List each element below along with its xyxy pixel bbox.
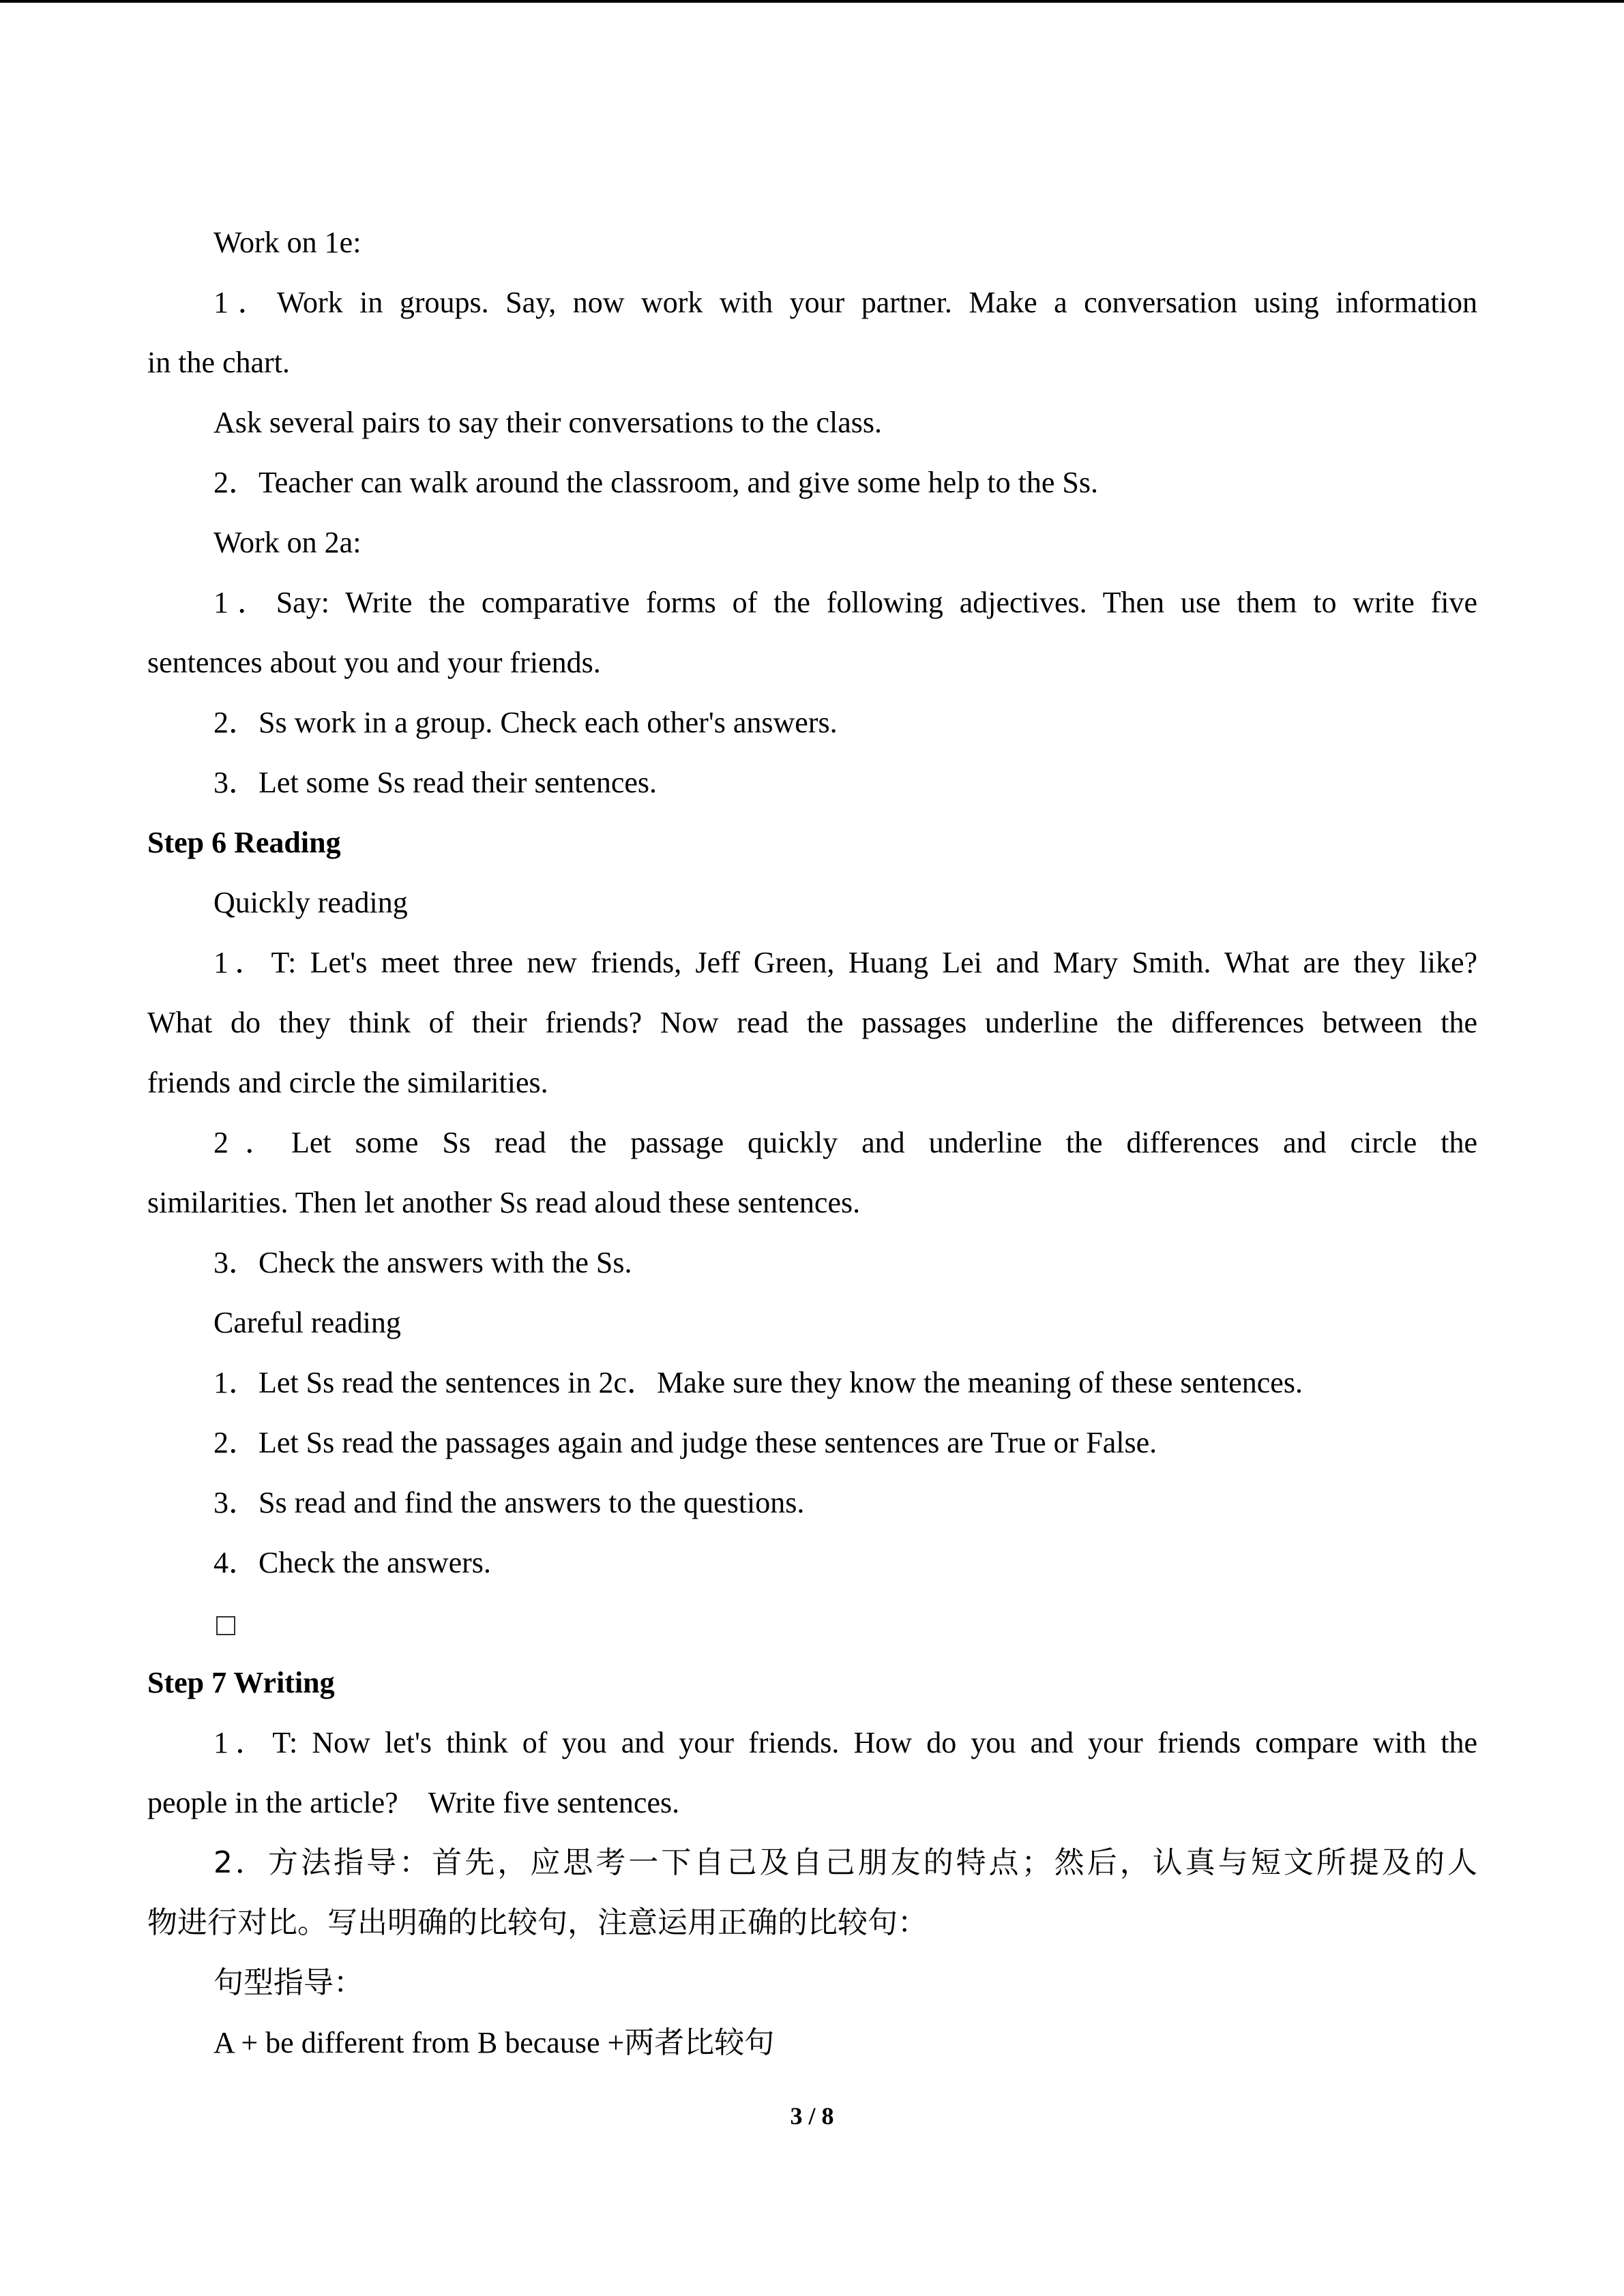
paragraph-1e-item-2: 2．Teacher can walk around the classroom, and give some help to the Ss. — [213, 466, 1098, 499]
paragraph-2a-item-2: 2．Ss work in a group. Check each other's answers. — [213, 706, 838, 739]
paragraph-work-on-2a: Work on 2a: — [213, 526, 361, 559]
paragraph-sentence-pattern: A + be different from B because +两者比较句 — [213, 2026, 775, 2059]
heading-step-6-reading: Step 6 Reading — [147, 826, 341, 859]
paragraph-2a-item-1-cont: sentences about you and your friends. — [147, 646, 601, 679]
paragraph-quick-item-1-cont2: friends and circle the similarities. — [147, 1066, 548, 1099]
paragraph-writing-item-2: 2．方法指导：首先，应思考一下自己及自己朋友的特点；然后，认真与短文所提及的人 — [213, 1845, 1477, 1880]
top-border-line — [0, 0, 1624, 3]
paragraph-careful-item-3: 3．Ss read and find the answers to the questions. — [213, 1486, 805, 1519]
page-number: 3 / 8 — [790, 2102, 834, 2130]
heading-step-7-writing: Step 7 Writing — [147, 1666, 335, 1699]
paragraph-careful-item-1: 1．Let Ss read the sentences in 2c．Make sure they know the meaning of these sentences. — [213, 1366, 1303, 1399]
paragraph-careful-reading: Careful reading — [213, 1306, 401, 1339]
paragraph-1e-pairs: Ask several pairs to say their conversations to the class. — [213, 406, 882, 439]
paragraph-careful-item-4: 4．Check the answers. — [213, 1546, 491, 1579]
paragraph-quickly-reading: Quickly reading — [213, 886, 408, 919]
paragraph-1e-item-1: 1．Work in groups. Say, now work with your partner. Make a conversation using information — [213, 286, 1477, 319]
paragraph-1e-item-1-cont: in the chart. — [147, 346, 290, 379]
paragraph-2a-item-1: 1．Say: Write the comparative forms of the following adjectives. Then use them to write five — [213, 586, 1477, 619]
checkbox-line — [147, 1593, 1477, 1653]
paragraph-quick-item-2-cont: similarities. Then let another Ss read aloud these sentences. — [147, 1186, 861, 1219]
paragraph-writing-item-2-cont: 物进行对比。写出明确的比较句，注意运用正确的比较句： — [147, 1905, 928, 1940]
paragraph-quick-item-3: 3．Check the answers with the Ss. — [213, 1246, 632, 1279]
paragraph-writing-item-1-cont: people in the article? Write five sentences. — [147, 1786, 680, 1819]
paragraph-2a-item-3: 3．Let some Ss read their sentences. — [213, 766, 658, 799]
paragraph-sentence-pattern-label: 句型指导： — [213, 1965, 364, 2000]
paragraph-writing-item-1: 1．T: Now let's think of you and your friends. How do you and your friends compare with the — [213, 1726, 1477, 1759]
empty-checkbox-icon — [216, 1616, 235, 1635]
paragraph-quick-item-1-cont: What do they think of their friends? Now read the passages underline the differences between the — [147, 1006, 1477, 1039]
paragraph-quick-item-2: 2．Let some Ss read the passage quickly and underline the differences and circle the — [213, 1126, 1477, 1159]
paragraph-quick-item-1: 1．T: Let's meet three new friends, Jeff Green, Huang Lei and Mary Smith. What are they like? — [213, 946, 1477, 979]
paragraph-careful-item-2: 2．Let Ss read the passages again and judge these sentences are True or False. — [213, 1426, 1157, 1459]
document-body — [147, 213, 1477, 2073]
paragraph-work-on-1e: Work on 1e: — [213, 226, 361, 259]
